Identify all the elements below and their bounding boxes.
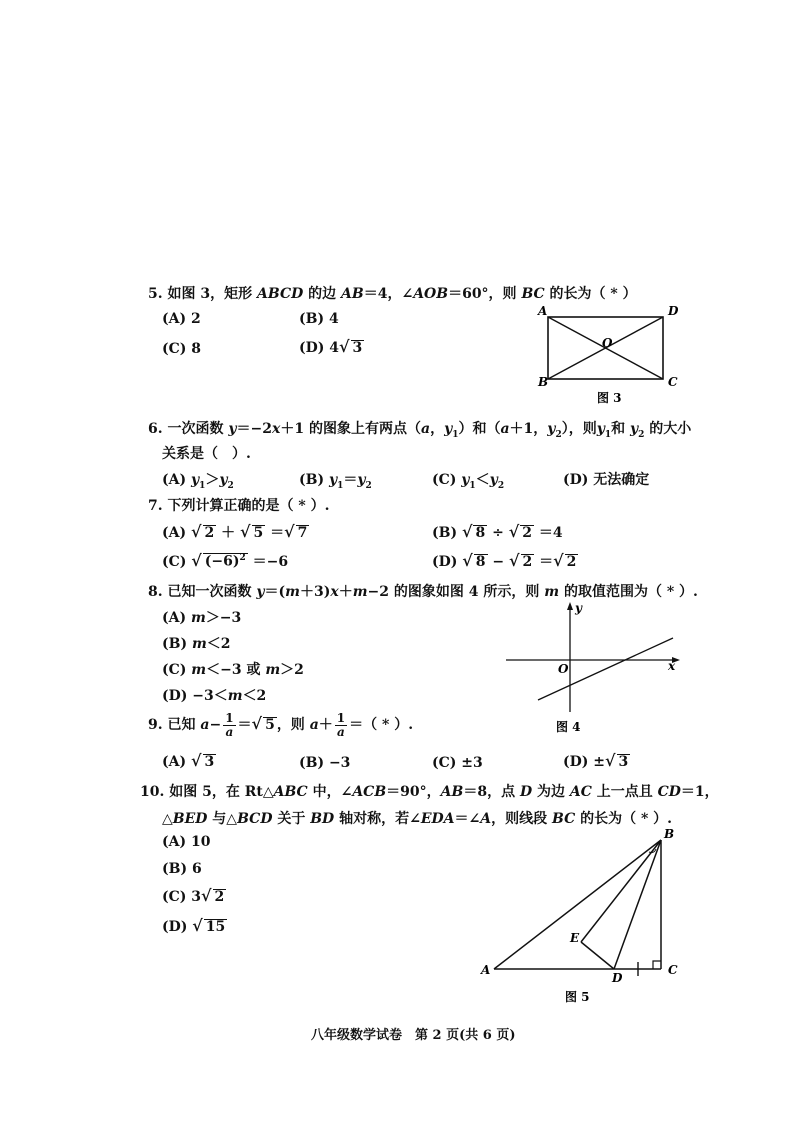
- figure-3-caption: 图 3: [597, 391, 622, 405]
- q7-option-d: (D) √ 8 − √ 2 ＝√ 2: [432, 551, 577, 570]
- q8-option-d: (D) −3＜m＜2: [162, 688, 267, 704]
- q9-option-b: (B) −3: [299, 755, 351, 771]
- q7-option-a: (A) √ 2 ＋ √ 5 ＝√ 7: [162, 522, 308, 541]
- q6-stem-line1: 6. 一次函数 y＝−2x＋1 的图象上有两点（a，$y_1$）和（a＋1，$y_2$），则$y_1$和 $y_2$ 的大小: [148, 421, 692, 440]
- figure-4-caption: 图 4: [556, 720, 581, 734]
- q6-option-a: (A) $y_1>y_2$: [162, 472, 234, 491]
- q10-stem-line1: 10. 如图 5，在 Rt△ABC 中，∠ACB＝90°，AB＝8，点 D 为边 AC 上一点且 CD＝1，: [140, 784, 719, 800]
- q9-option-c: (C) ±3: [432, 755, 483, 771]
- q10-option-b: (B) 6: [162, 861, 202, 877]
- figure-4: [500, 600, 690, 740]
- q10-number: 10.: [140, 784, 165, 800]
- y-axis-label: y: [575, 601, 582, 615]
- right-angle-mark: [653, 961, 661, 969]
- point-a-label: A: [481, 963, 491, 977]
- q5-stem: 5. 如图 3，矩形 ABCD 的边 AB＝4，∠AOB＝60°，则 BC 的长为（ * ）: [148, 286, 637, 302]
- q5-number: 5.: [148, 286, 163, 302]
- segment-be: [581, 840, 661, 942]
- q8-stem: 8. 已知一次函数 y＝(m＋3)x＋m−2 的图象如图 4 所示，则 m 的取值范围为（ * ）.: [148, 584, 698, 600]
- point-a-label: A: [538, 304, 548, 318]
- q9-option-a: (A) √ 3: [162, 751, 215, 770]
- q9-number: 9.: [148, 717, 163, 734]
- figure-5-caption: 图 5: [565, 990, 590, 1004]
- q5-option-d: (D) 4√ 3: [299, 337, 363, 356]
- q7-number: 7.: [148, 498, 163, 514]
- figure-3: [534, 300, 684, 410]
- figure-5: [478, 824, 688, 1009]
- q5-option-a: (A) 2: [162, 311, 201, 327]
- y-axis-arrow: [567, 602, 573, 610]
- segment-bd: [614, 840, 661, 969]
- point-d-label: D: [612, 971, 623, 985]
- q9-option-d: (D) ±√ 3: [563, 751, 629, 770]
- q6-stem-line2: 关系是（ ）.: [162, 446, 251, 462]
- q5-option-c: (C) 8: [162, 341, 202, 357]
- point-c-label: C: [668, 375, 678, 389]
- point-b-label: B: [664, 827, 675, 841]
- q7-option-b: (B) √ 8 ÷ √ 2 ＝4: [432, 522, 563, 541]
- q8-option-b: (B) m＜2: [162, 636, 231, 652]
- q8-option-a: (A) m＞−3: [162, 610, 242, 626]
- side-ab: [494, 840, 661, 969]
- q10-stem-line2: △BED 与△BCD 关于 BD 轴对称，若∠EDA＝∠A，则线段 BC 的长为（ * ）.: [162, 811, 673, 827]
- origin-label: O: [558, 662, 569, 676]
- point-d-label: D: [668, 304, 679, 318]
- q8-option-c: (C) m＜−3 或 m＞2: [162, 662, 304, 678]
- q10-option-d: (D) √ 15: [162, 916, 226, 935]
- point-o-label: O: [602, 336, 613, 350]
- point-b-label: B: [538, 375, 549, 389]
- q8-number: 8.: [148, 584, 163, 600]
- q6-option-b: (B) $y_1=y_2$: [299, 472, 372, 491]
- q6-option-c: (C) $y_1<y_2$: [432, 472, 505, 491]
- q5-option-b: (B) 4: [299, 311, 339, 327]
- q7-option-c: (C) √ $(-6)^2 =-6$: [162, 551, 289, 570]
- q6-option-d: (D) 无法确定: [563, 472, 650, 488]
- q7-stem-text: 下列计算正确的是（ * ）.: [167, 498, 330, 514]
- q10-option-a: (A) 10: [162, 834, 211, 850]
- point-e-label: E: [570, 931, 580, 945]
- q7-stem: [148, 495, 329, 515]
- point-c-label: C: [668, 963, 678, 977]
- q6-number: 6.: [148, 421, 163, 437]
- q9-stem: 9. 已知 a− $\frac{1}{a}$ ＝√ 5 ，则 a＋ $\frac{1}{a}$ ＝（ * ）.: [148, 711, 414, 739]
- segment-ed: [581, 942, 614, 969]
- x-axis-label: x: [668, 659, 676, 673]
- q10-option-c: (C) 3√ 2: [162, 886, 225, 905]
- page-footer: 八年级数学试卷 第 2 页(共 6 页): [311, 1028, 516, 1043]
